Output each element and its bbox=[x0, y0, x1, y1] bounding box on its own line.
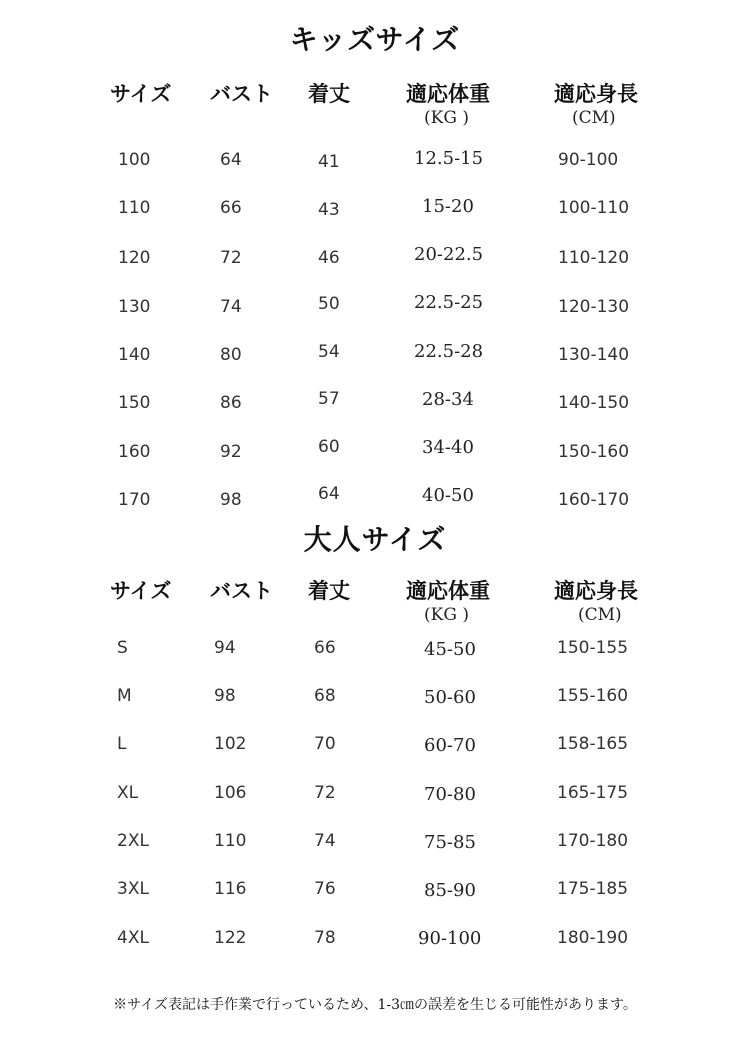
kids-cell-length: 54 bbox=[318, 342, 340, 362]
kids-cell-weight: 15-20 bbox=[422, 196, 474, 217]
kids-cell-height: 140-150 bbox=[558, 393, 630, 413]
adult-cell-bust: 98 bbox=[214, 686, 236, 706]
kids-cell-bust: 92 bbox=[220, 442, 242, 462]
kids-header-height: 適応身長 bbox=[554, 81, 638, 106]
kids-cell-length: 50 bbox=[318, 294, 340, 314]
kids-cell-size: 160 bbox=[118, 442, 151, 462]
kids-cell-bust: 72 bbox=[220, 248, 242, 268]
kids-cell-height: 120-130 bbox=[558, 297, 630, 317]
adult-cell-weight: 85-90 bbox=[424, 880, 476, 901]
adult-cell-height: 150-155 bbox=[557, 638, 629, 658]
adult-cell-weight: 90-100 bbox=[418, 928, 482, 949]
kids-header-weight-unit: (KG ) bbox=[424, 108, 469, 128]
kids-cell-height: 160-170 bbox=[558, 490, 630, 510]
adult-cell-bust: 110 bbox=[214, 831, 247, 851]
adult-cell-size: S bbox=[117, 638, 128, 658]
adult-cell-weight: 60-70 bbox=[424, 735, 476, 756]
adult-cell-bust: 122 bbox=[214, 928, 247, 948]
footnote: ※サイズ表記は手作業で行っているため、1-3㎝の誤差を生じる可能性があります。 bbox=[113, 997, 637, 1013]
kids-cell-length: 43 bbox=[318, 200, 340, 220]
kids-cell-length: 64 bbox=[318, 484, 340, 504]
adult-cell-length: 72 bbox=[314, 783, 336, 803]
kids-cell-weight: 20-22.5 bbox=[414, 244, 484, 265]
adult-cell-size: 2XL bbox=[117, 831, 149, 851]
adult-cell-height: 155-160 bbox=[557, 686, 629, 706]
kids-size-title: キッズサイズ bbox=[289, 23, 461, 56]
kids-cell-weight: 40-50 bbox=[422, 485, 474, 506]
adult-cell-height: 180-190 bbox=[557, 928, 629, 948]
kids-cell-weight: 12.5-15 bbox=[414, 148, 484, 169]
kids-cell-size: 130 bbox=[118, 297, 151, 317]
kids-cell-length: 41 bbox=[318, 152, 340, 172]
adult-cell-weight: 45-50 bbox=[424, 639, 476, 660]
adult-header-length: 着丈 bbox=[308, 578, 350, 603]
kids-cell-size: 100 bbox=[118, 150, 151, 170]
adult-cell-size: XL bbox=[117, 783, 139, 803]
adult-cell-height: 175-185 bbox=[557, 879, 629, 899]
kids-cell-length: 46 bbox=[318, 248, 340, 268]
kids-cell-bust: 98 bbox=[220, 490, 242, 510]
adult-cell-length: 74 bbox=[314, 831, 336, 851]
adult-cell-length: 66 bbox=[314, 638, 336, 658]
adult-header-bust: バスト bbox=[210, 578, 273, 603]
adult-cell-height: 170-180 bbox=[557, 831, 629, 851]
kids-cell-weight: 34-40 bbox=[422, 437, 474, 458]
adult-header-height: 適応身長 bbox=[554, 578, 638, 603]
adult-header-weight: 適応体重 bbox=[406, 578, 490, 603]
kids-cell-height: 110-120 bbox=[558, 248, 630, 268]
adult-header-height-unit: (CM) bbox=[578, 605, 622, 625]
adult-cell-length: 76 bbox=[314, 879, 336, 899]
kids-cell-height: 130-140 bbox=[558, 345, 630, 365]
kids-header-length: 着丈 bbox=[308, 81, 350, 106]
kids-cell-bust: 74 bbox=[220, 297, 242, 317]
adult-header-weight-unit: (KG ) bbox=[424, 605, 469, 625]
adult-cell-weight: 70-80 bbox=[424, 784, 476, 805]
kids-cell-size: 110 bbox=[118, 198, 151, 218]
adult-cell-bust: 116 bbox=[214, 879, 247, 899]
adult-cell-length: 68 bbox=[314, 686, 336, 706]
kids-cell-weight: 22.5-28 bbox=[414, 341, 484, 362]
kids-cell-height: 100-110 bbox=[558, 198, 630, 218]
kids-cell-bust: 86 bbox=[220, 393, 242, 413]
adult-cell-bust: 94 bbox=[214, 638, 236, 658]
kids-header-size: サイズ bbox=[110, 81, 172, 106]
kids-cell-size: 140 bbox=[118, 345, 151, 365]
kids-cell-bust: 64 bbox=[220, 150, 242, 170]
adult-cell-weight: 75-85 bbox=[424, 832, 476, 853]
adult-header-size: サイズ bbox=[110, 578, 172, 603]
adult-cell-weight: 50-60 bbox=[424, 687, 476, 708]
adult-cell-bust: 106 bbox=[214, 783, 247, 803]
kids-cell-bust: 66 bbox=[220, 198, 242, 218]
kids-cell-size: 120 bbox=[118, 248, 151, 268]
adult-cell-height: 165-175 bbox=[557, 783, 629, 803]
kids-cell-size: 150 bbox=[118, 393, 151, 413]
adult-cell-length: 70 bbox=[314, 734, 336, 754]
kids-cell-weight: 28-34 bbox=[422, 389, 474, 410]
kids-cell-weight: 22.5-25 bbox=[414, 292, 484, 313]
adult-cell-size: 3XL bbox=[117, 879, 149, 899]
adult-size-title: 大人サイズ bbox=[303, 523, 447, 556]
adult-cell-size: M bbox=[117, 686, 132, 706]
kids-cell-size: 170 bbox=[118, 490, 151, 510]
kids-header-weight: 適応体重 bbox=[406, 81, 490, 106]
adult-cell-bust: 102 bbox=[214, 734, 247, 754]
kids-header-bust: バスト bbox=[210, 81, 273, 106]
kids-cell-length: 57 bbox=[318, 389, 340, 409]
adult-cell-height: 158-165 bbox=[557, 734, 629, 754]
kids-cell-height: 90-100 bbox=[558, 150, 619, 170]
kids-header-height-unit: (CM) bbox=[572, 108, 616, 128]
adult-cell-size: 4XL bbox=[117, 928, 149, 948]
kids-cell-bust: 80 bbox=[220, 345, 242, 365]
adult-cell-length: 78 bbox=[314, 928, 336, 948]
kids-cell-length: 60 bbox=[318, 437, 340, 457]
adult-cell-size: L bbox=[117, 734, 127, 754]
kids-cell-height: 150-160 bbox=[558, 442, 630, 462]
